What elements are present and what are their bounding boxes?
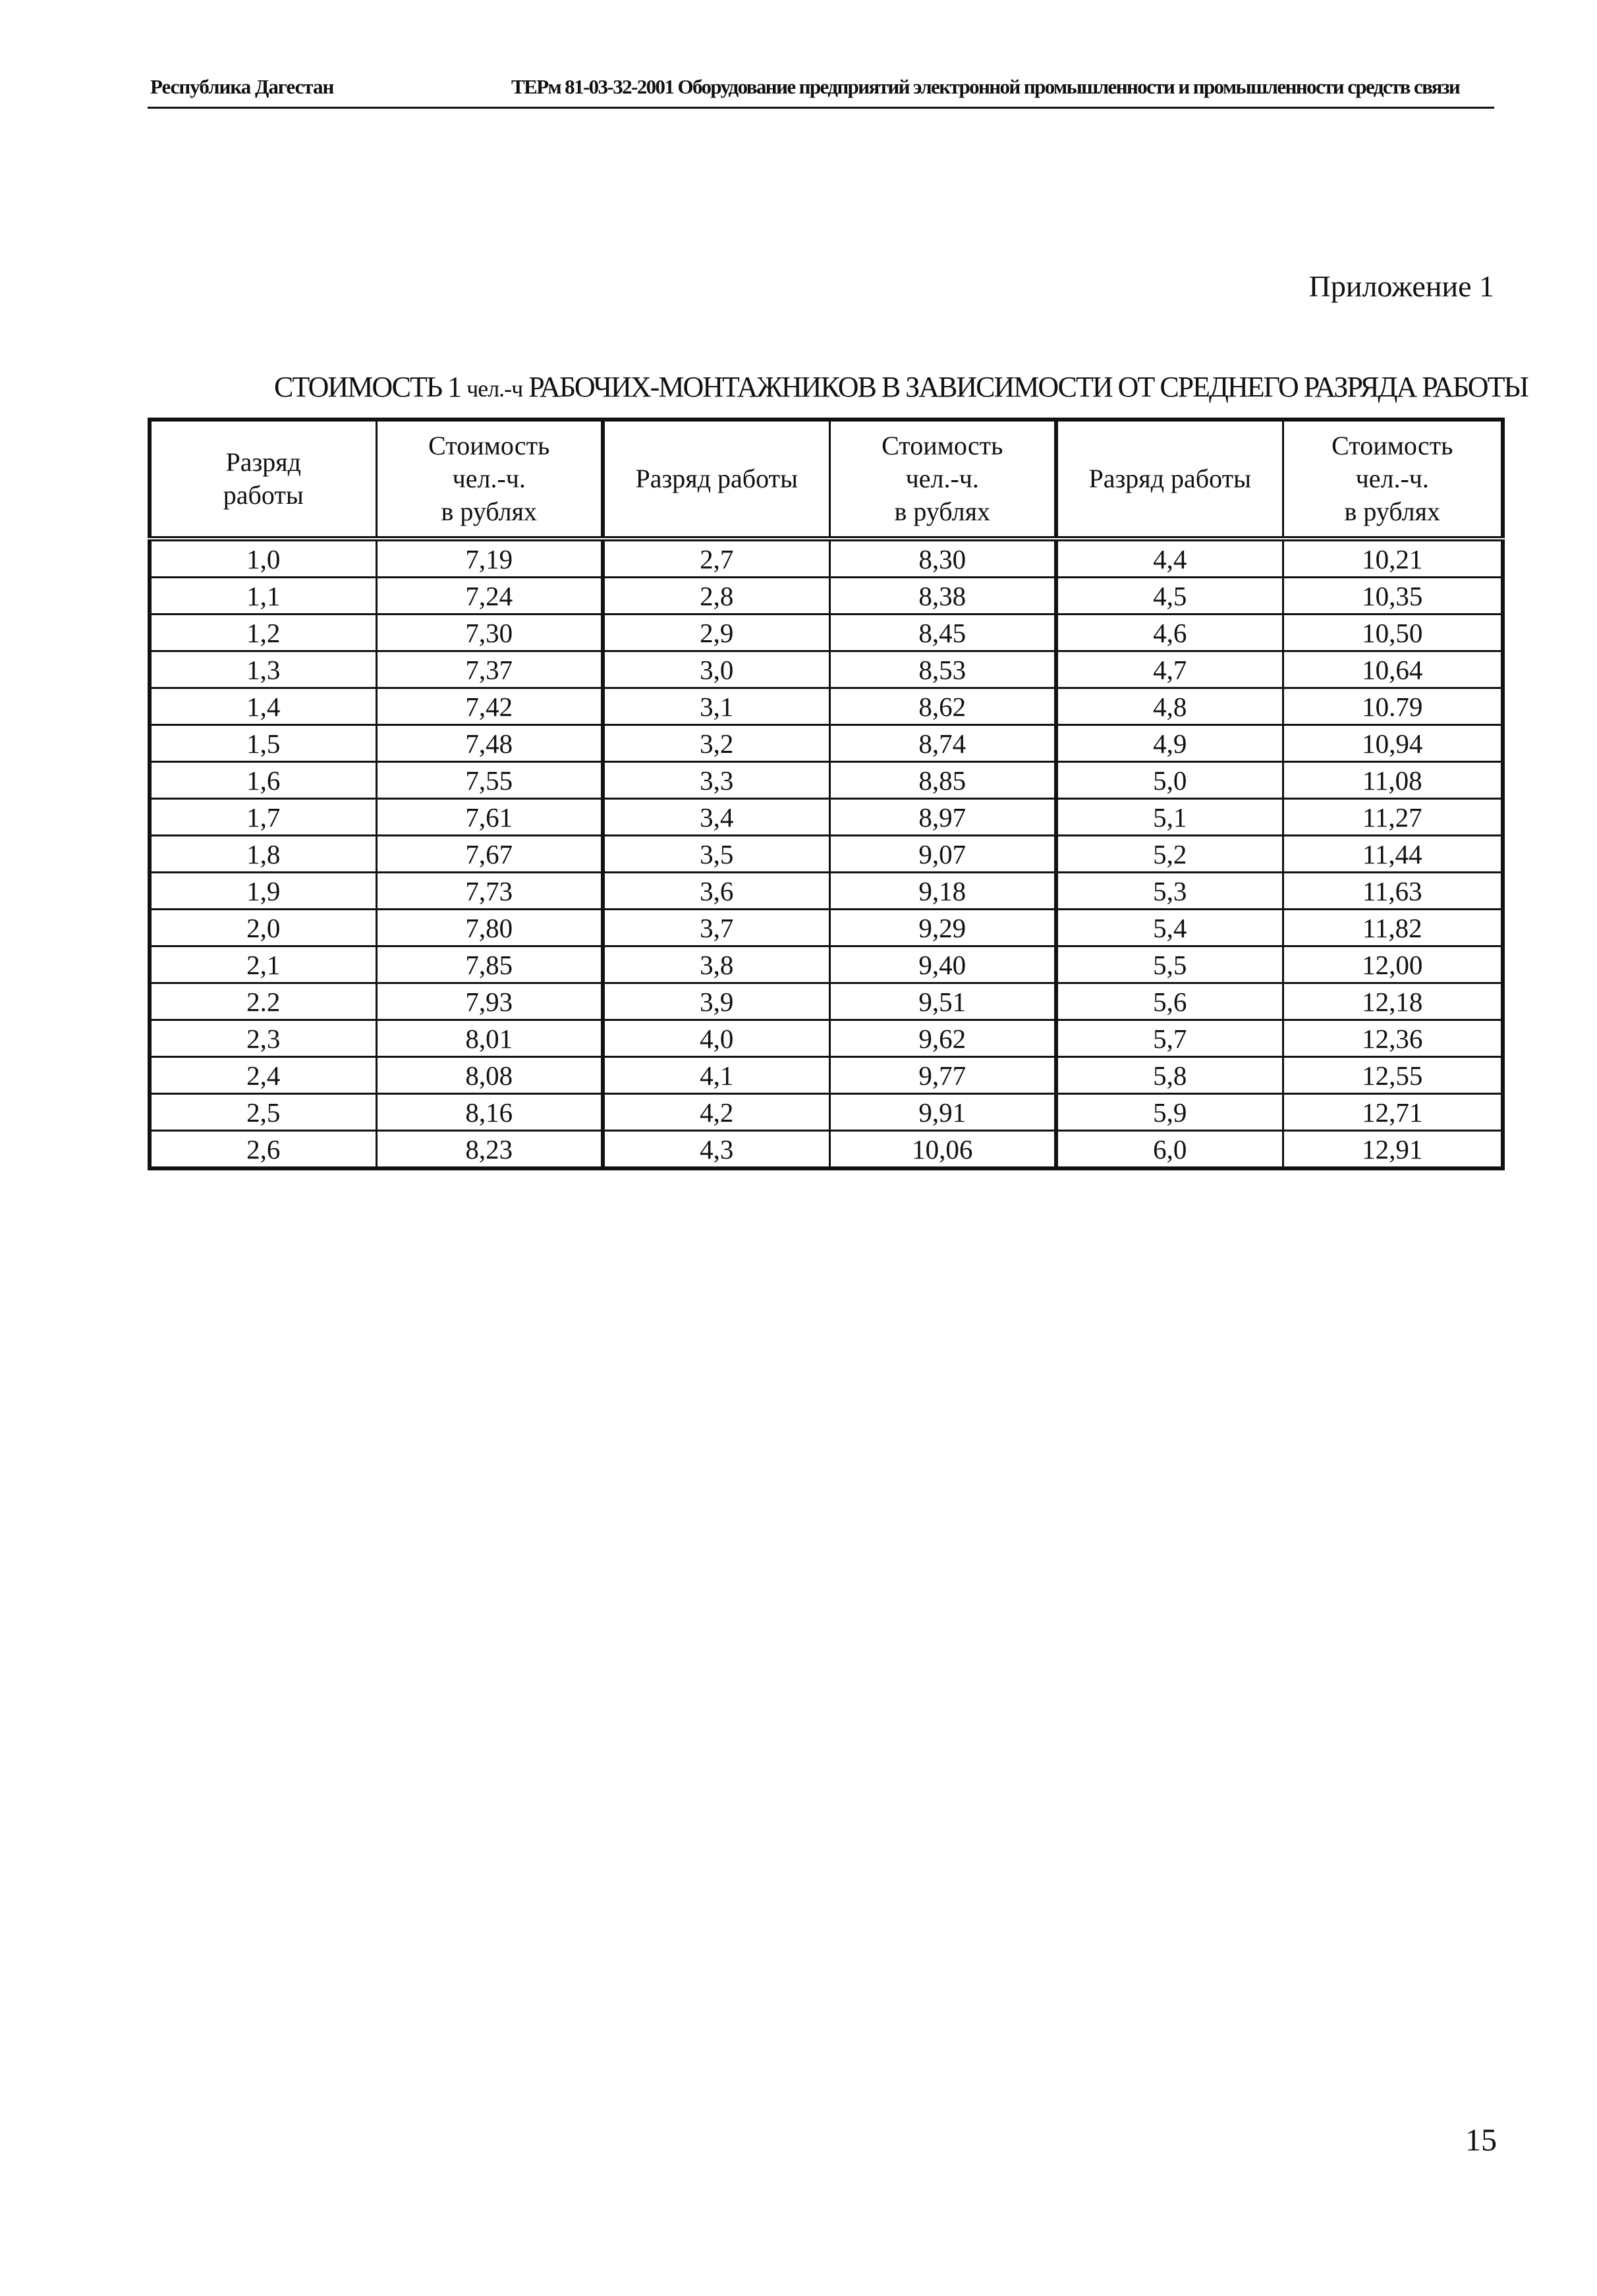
table-title-part-3: РАБОЧИХ-МОНТАЖНИКОВ В ЗАВИСИМОСТИ ОТ СРЕДНЕГО РАЗРЯДА РАБОТЫ: [528, 371, 1528, 403]
grade-cell: 4,9: [1056, 725, 1283, 762]
table-title: [274, 370, 1528, 404]
grade-cell: 1,7: [150, 799, 376, 836]
grade-cell: 1,0: [150, 539, 376, 578]
grade-cell: 1,6: [150, 762, 376, 799]
grade-cell: 5,7: [1056, 1020, 1283, 1057]
grade-cell: 3,3: [603, 762, 829, 799]
grade-cell: 5,1: [1056, 799, 1283, 836]
cost-cell: 12,00: [1283, 946, 1503, 983]
grade-cell: 1,5: [150, 725, 376, 762]
cost-cell: 8,53: [829, 651, 1056, 688]
cost-cell: 7,48: [376, 725, 603, 762]
grade-cell: 4,1: [603, 1057, 829, 1094]
grade-cell: 2,4: [150, 1057, 376, 1094]
grade-cell: 5,8: [1056, 1057, 1283, 1094]
header-grade-1-line-2: работы: [223, 480, 304, 510]
grade-cell: 1,4: [150, 688, 376, 725]
table-row: [150, 578, 1503, 615]
table-row: [150, 799, 1503, 836]
grade-cell: 1,1: [150, 578, 376, 615]
table-row: [150, 539, 1503, 578]
grade-cell: 3,2: [603, 725, 829, 762]
header-grade-3: Разряд работы: [1056, 420, 1283, 539]
cost-cell: 10,21: [1283, 539, 1503, 578]
header-cost-line-3: в рублях: [441, 497, 538, 526]
cost-cell: 11,27: [1283, 799, 1503, 836]
header-cost-line-1: Стоимость: [428, 431, 550, 460]
cost-cell: 8,97: [829, 799, 1056, 836]
grade-cell: 4,7: [1056, 651, 1283, 688]
cost-cell: 7,30: [376, 615, 603, 651]
grade-cell: 4,3: [603, 1131, 829, 1169]
grade-cell: 3,9: [603, 983, 829, 1020]
grade-cell: 2,8: [603, 578, 829, 615]
cost-cell: 9,40: [829, 946, 1056, 983]
cost-cell: 9,07: [829, 836, 1056, 873]
labor-cost-table: [148, 418, 1505, 1170]
cost-cell: 8,62: [829, 688, 1056, 725]
cost-cell: 8,23: [376, 1131, 603, 1169]
table-row: [150, 1020, 1503, 1057]
page-number: 15: [1465, 2123, 1497, 2158]
table-row: [150, 615, 1503, 651]
table-row: [150, 946, 1503, 983]
grade-cell: 4,0: [603, 1020, 829, 1057]
cost-cell: 8,45: [829, 615, 1056, 651]
grade-cell: 4,6: [1056, 615, 1283, 651]
table-row: [150, 651, 1503, 688]
header-cost-line-2: чел.-ч.: [1355, 464, 1429, 493]
cost-cell: 10,35: [1283, 578, 1503, 615]
cost-cell: 10.79: [1283, 688, 1503, 725]
cost-cell: 11,63: [1283, 873, 1503, 910]
header-cost-1: [376, 420, 603, 539]
cost-cell: 10,94: [1283, 725, 1503, 762]
cost-cell: 8,74: [829, 725, 1056, 762]
cost-cell: 9,18: [829, 873, 1056, 910]
grade-cell: 4,4: [1056, 539, 1283, 578]
grade-cell: 2.2: [150, 983, 376, 1020]
grade-cell: 2,3: [150, 1020, 376, 1057]
grade-cell: 5,2: [1056, 836, 1283, 873]
header-cost-line-2: чел.-ч.: [452, 464, 526, 493]
grade-cell: 5,3: [1056, 873, 1283, 910]
grade-cell: 2,1: [150, 946, 376, 983]
header-cost-3: [1283, 420, 1503, 539]
cost-cell: 8,16: [376, 1094, 603, 1131]
cost-cell: 12,36: [1283, 1020, 1503, 1057]
grade-cell: 4,2: [603, 1094, 829, 1131]
grade-cell: 2,6: [150, 1131, 376, 1169]
grade-cell: 1,3: [150, 651, 376, 688]
header-cost-line-1: Стоимость: [1331, 431, 1453, 460]
table-row: [150, 983, 1503, 1020]
cost-cell: 7,19: [376, 539, 603, 578]
grade-cell: 5,6: [1056, 983, 1283, 1020]
header-document-title: ТЕРм 81-03-32-2001 Оборудование предприятий электронной промышленности и промышленности средств связи: [511, 75, 1460, 98]
cost-cell: 9,51: [829, 983, 1056, 1020]
cost-cell: 9,29: [829, 910, 1056, 946]
header-cost-line-3: в рублях: [894, 497, 991, 526]
header-cost-2: [829, 420, 1056, 539]
grade-cell: 2,0: [150, 910, 376, 946]
grade-cell: 3,8: [603, 946, 829, 983]
cost-cell: 9,62: [829, 1020, 1056, 1057]
header-grade-1-line-1: Разряд: [225, 447, 302, 477]
cost-cell: 8,01: [376, 1020, 603, 1057]
grade-cell: 1,9: [150, 873, 376, 910]
header-grade-2: Разряд работы: [603, 420, 829, 539]
cost-cell: 10,06: [829, 1131, 1056, 1169]
cost-cell: 7,73: [376, 873, 603, 910]
appendix-label: Приложение 1: [1308, 269, 1494, 303]
cost-cell: 8,08: [376, 1057, 603, 1094]
cost-cell: 7,61: [376, 799, 603, 836]
cost-cell: 7,67: [376, 836, 603, 873]
cost-cell: 7,24: [376, 578, 603, 615]
cost-cell: 7,80: [376, 910, 603, 946]
grade-cell: 1,2: [150, 615, 376, 651]
grade-cell: 4,5: [1056, 578, 1283, 615]
grade-cell: 6,0: [1056, 1131, 1283, 1169]
table-title-part-1: СТОИМОСТЬ 1: [274, 371, 461, 403]
table-body: [150, 539, 1503, 1168]
grade-cell: 3,0: [603, 651, 829, 688]
running-header: [148, 74, 1494, 109]
table-row: [150, 688, 1503, 725]
cost-cell: 7,37: [376, 651, 603, 688]
header-cost-line-2: чел.-ч.: [905, 464, 979, 493]
cost-cell: 12,91: [1283, 1131, 1503, 1169]
grade-cell: 5,4: [1056, 910, 1283, 946]
cost-cell: 12,71: [1283, 1094, 1503, 1131]
table-row: [150, 1057, 1503, 1094]
grade-cell: 3,7: [603, 910, 829, 946]
header-cost-line-3: в рублях: [1344, 497, 1441, 526]
grade-cell: 5,9: [1056, 1094, 1283, 1131]
grade-cell: 3,6: [603, 873, 829, 910]
table-title-unit: чел.-ч: [466, 375, 523, 402]
grade-cell: 3,4: [603, 799, 829, 836]
table-row: [150, 836, 1503, 873]
grade-cell: 5,5: [1056, 946, 1283, 983]
cost-cell: 10,50: [1283, 615, 1503, 651]
header-cost-line-1: Стоимость: [882, 431, 1003, 460]
cost-cell: 8,38: [829, 578, 1056, 615]
table-row: [150, 1094, 1503, 1131]
grade-cell: 2,5: [150, 1094, 376, 1131]
header-grade-1: [150, 420, 376, 539]
grade-cell: 3,1: [603, 688, 829, 725]
cost-cell: 11,08: [1283, 762, 1503, 799]
cost-cell: 7,55: [376, 762, 603, 799]
table-row: [150, 725, 1503, 762]
cost-cell: 12,55: [1283, 1057, 1503, 1094]
table-row: [150, 873, 1503, 910]
header-region: Республика Дагестан: [150, 75, 334, 98]
grade-cell: 2,9: [603, 615, 829, 651]
cost-cell: 10,64: [1283, 651, 1503, 688]
table-row: [150, 762, 1503, 799]
grade-cell: 5,0: [1056, 762, 1283, 799]
cost-cell: 12,18: [1283, 983, 1503, 1020]
cost-cell: 9,77: [829, 1057, 1056, 1094]
table-row: [150, 1131, 1503, 1169]
cost-cell: 7,93: [376, 983, 603, 1020]
grade-cell: 3,5: [603, 836, 829, 873]
cost-cell: 7,42: [376, 688, 603, 725]
grade-cell: 4,8: [1056, 688, 1283, 725]
grade-cell: 1,8: [150, 836, 376, 873]
cost-cell: 11,44: [1283, 836, 1503, 873]
cost-cell: 7,85: [376, 946, 603, 983]
cost-cell: 9,91: [829, 1094, 1056, 1131]
table-header-row: [150, 420, 1503, 539]
table-row: [150, 910, 1503, 946]
cost-cell: 11,82: [1283, 910, 1503, 946]
grade-cell: 2,7: [603, 539, 829, 578]
cost-cell: 8,85: [829, 762, 1056, 799]
cost-cell: 8,30: [829, 539, 1056, 578]
